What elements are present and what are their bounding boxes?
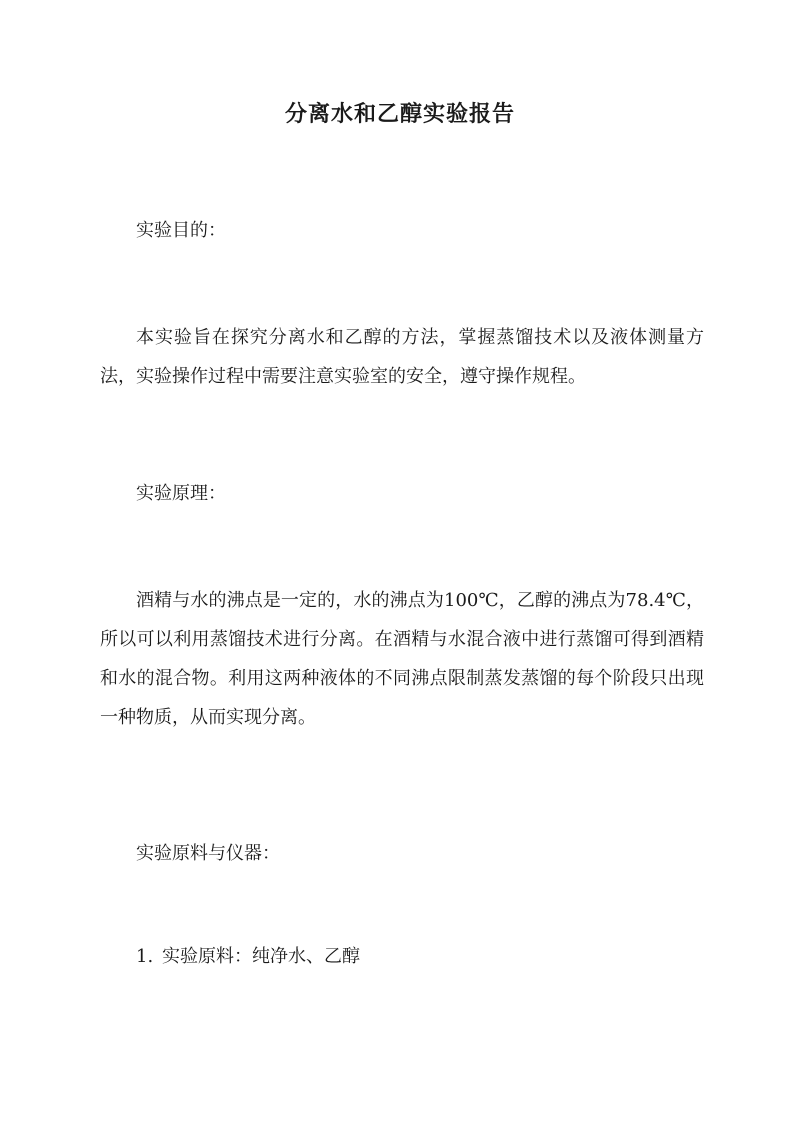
page-title: 分离水和乙醇实验报告 xyxy=(284,101,515,127)
purpose-paragraph: 本实验旨在探究分离水和乙醇的方法，掌握蒸馏技术以及液体测量方法，实验操作过程中需要注意实验室的安全，遵守操作规程。 xyxy=(100,327,704,387)
list-item-number: 1. xyxy=(136,946,154,967)
materials-list-item xyxy=(136,941,360,973)
principle-heading: 实验原理： xyxy=(136,483,226,504)
principle-paragraph: 酒精与水的沸点是一定的，水的沸点为100℃，乙醇的沸点为78.4℃，所以可以利用蒸馏技术进行分离。在酒精与水混合液中进行蒸馏可得到酒精和水的混合物。利用这两种液体的不同沸点限制蒸发蒸馏的每个阶段只出现一种物质，从而实现分离。 xyxy=(100,590,704,728)
list-item-text: 实验原料：纯净水、乙醇 xyxy=(162,946,360,967)
materials-heading: 实验原料与仪器： xyxy=(136,843,280,864)
purpose-heading: 实验目的： xyxy=(136,220,226,241)
